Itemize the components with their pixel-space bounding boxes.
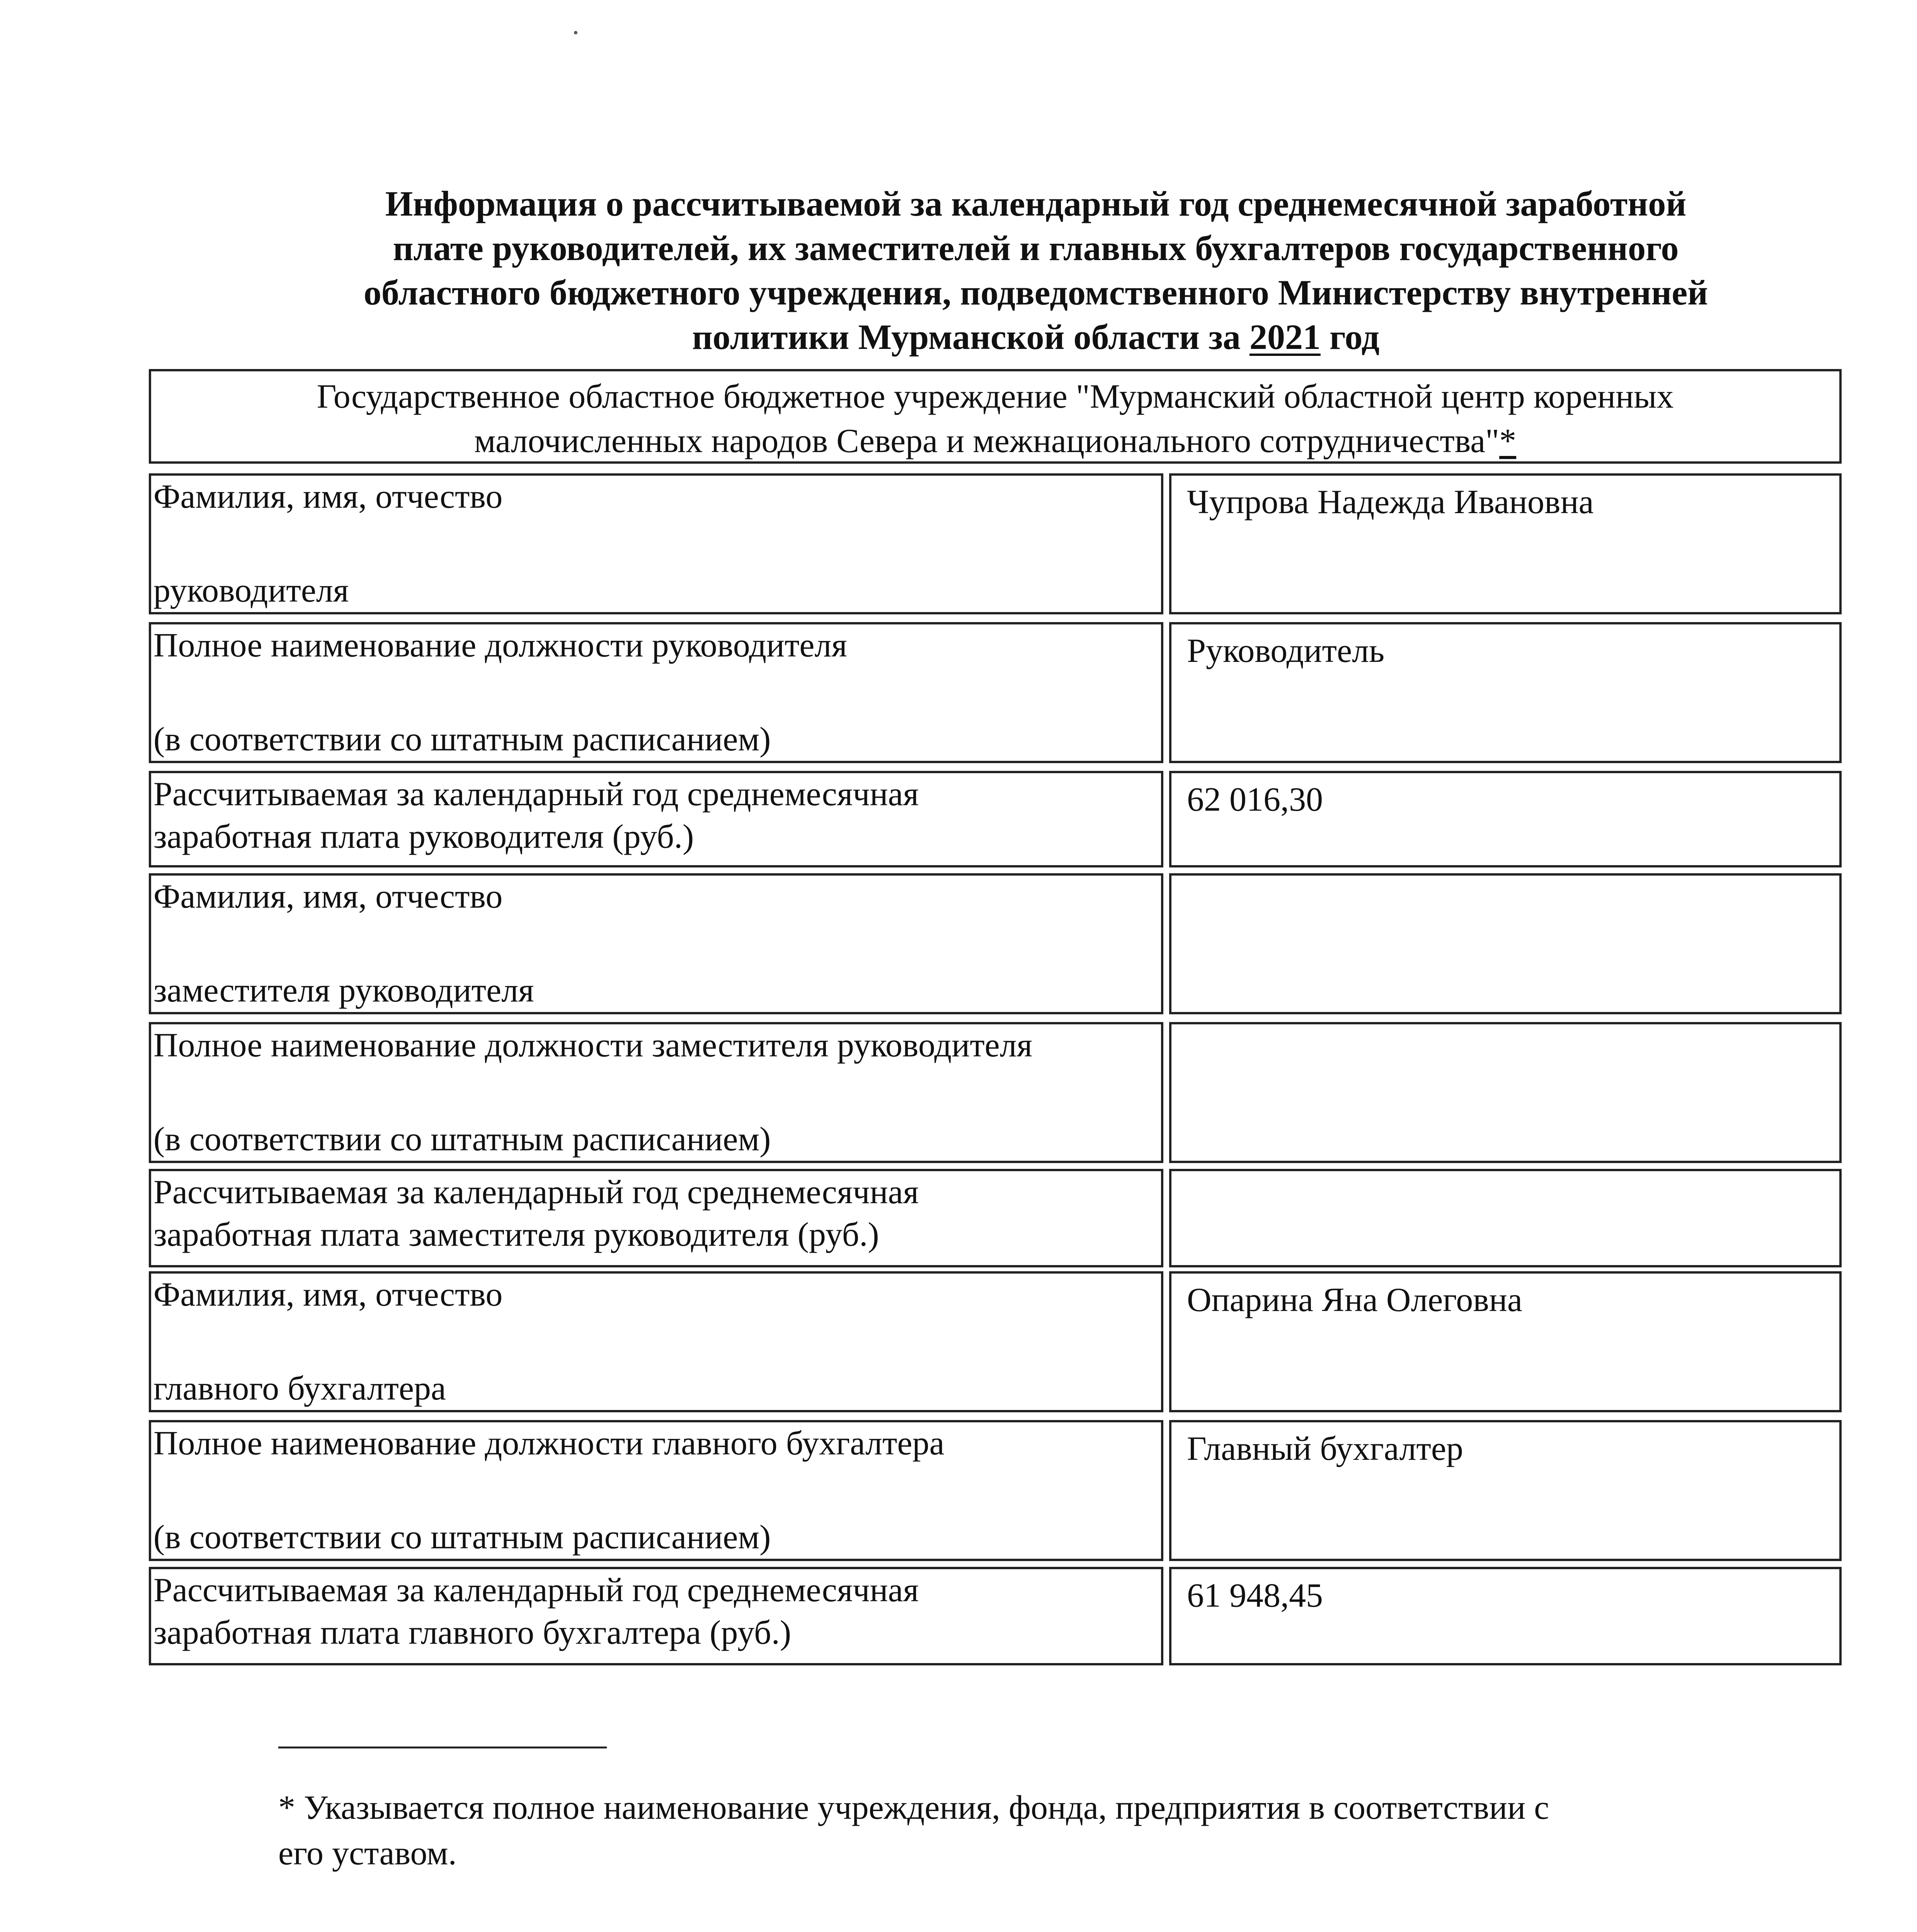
label-top: Полное наименование должности заместителя руководителя — [153, 1027, 1033, 1064]
document-title — [294, 182, 1778, 359]
title-line-3: областного бюджетного учреждения, подведомственного Министерству внутренней — [363, 273, 1708, 312]
title-line-1: Информация о рассчитываемой за календарный год среднемесячной заработной — [385, 184, 1687, 223]
organization-name-box — [149, 369, 1842, 464]
row-value-director-salary — [1169, 771, 1842, 867]
row-value-accountant-position — [1169, 1420, 1842, 1561]
title-line-2: плате руководителей, их заместителей и главных бухгалтеров государственного — [393, 228, 1679, 268]
label-bottom: заработная плата руководителя (руб.) — [153, 818, 694, 855]
footnote-separator — [278, 1747, 607, 1748]
row-label-accountant-position — [149, 1420, 1163, 1561]
label-top: Рассчитываемая за календарный год среднемесячная — [153, 1571, 919, 1609]
title-line-4-prefix: политики Мурманской области за — [692, 317, 1241, 357]
label-bottom: руководителя — [153, 572, 349, 609]
footnote-line-2: его уставом. — [278, 1835, 457, 1872]
row-label-deputy-name — [149, 873, 1163, 1014]
label-top: Полное наименование должности руководителя — [153, 627, 847, 664]
footnote — [278, 1785, 1786, 1876]
value-text: Опарина Яна Олеговна — [1187, 1281, 1522, 1319]
label-bottom: главного бухгалтера — [153, 1370, 446, 1407]
row-label-accountant-name — [149, 1271, 1163, 1412]
organization-line-2 — [151, 419, 1839, 463]
row-label-accountant-salary — [149, 1567, 1163, 1665]
row-value-accountant-name — [1169, 1271, 1842, 1412]
footnote-line-1: * Указывается полное наименование учреждения, фонда, предприятия в соответствии с — [278, 1789, 1549, 1827]
title-line-4-suffix: год — [1329, 317, 1380, 357]
label-bottom: (в соответствии со штатным расписанием) — [153, 1121, 771, 1158]
row-value-deputy-salary — [1169, 1169, 1842, 1267]
row-value-deputy-name — [1169, 873, 1842, 1014]
value-text: 61 948,45 — [1187, 1577, 1323, 1614]
row-label-deputy-salary — [149, 1169, 1163, 1267]
organization-line-2-text: малочисленных народов Севера и межнационального сотрудничества" — [474, 422, 1500, 460]
value-text: Чупрова Надежда Ивановна — [1187, 483, 1594, 521]
label-bottom: (в соответствии со штатным расписанием) — [153, 1519, 771, 1556]
label-top: Полное наименование должности главного бухгалтера — [153, 1425, 945, 1462]
value-text: Руководитель — [1187, 632, 1385, 670]
row-value-director-position — [1169, 622, 1842, 763]
label-top: Фамилия, имя, отчество — [153, 1276, 503, 1313]
label-bottom: заработная плата главного бухгалтера (руб.) — [153, 1614, 791, 1651]
scan-speck — [574, 31, 577, 34]
label-top: Рассчитываемая за календарный год среднемесячная — [153, 1173, 919, 1211]
label-bottom: заместителя руководителя — [153, 972, 534, 1009]
value-text: Главный бухгалтер — [1187, 1430, 1463, 1468]
row-value-deputy-position — [1169, 1022, 1842, 1163]
label-bottom: (в соответствии со штатным расписанием) — [153, 721, 771, 758]
row-label-director-name — [149, 473, 1163, 614]
row-label-director-position — [149, 622, 1163, 763]
row-label-deputy-position — [149, 1022, 1163, 1163]
title-year: 2021 — [1249, 317, 1321, 357]
value-text: 62 016,30 — [1187, 781, 1323, 818]
label-bottom: заработная плата заместителя руководителя (руб.) — [153, 1216, 879, 1253]
row-value-accountant-salary — [1169, 1567, 1842, 1665]
organization-line-1: Государственное областное бюджетное учреждение "Мурманский областной центр коренных — [317, 378, 1674, 415]
label-top: Рассчитываемая за календарный год среднемесячная — [153, 776, 919, 813]
title-line-4 — [294, 315, 1778, 359]
label-top: Фамилия, имя, отчество — [153, 478, 503, 515]
row-label-director-salary — [149, 771, 1163, 867]
row-value-director-name — [1169, 473, 1842, 614]
label-top: Фамилия, имя, отчество — [153, 878, 503, 915]
footnote-mark: * — [1499, 422, 1517, 460]
